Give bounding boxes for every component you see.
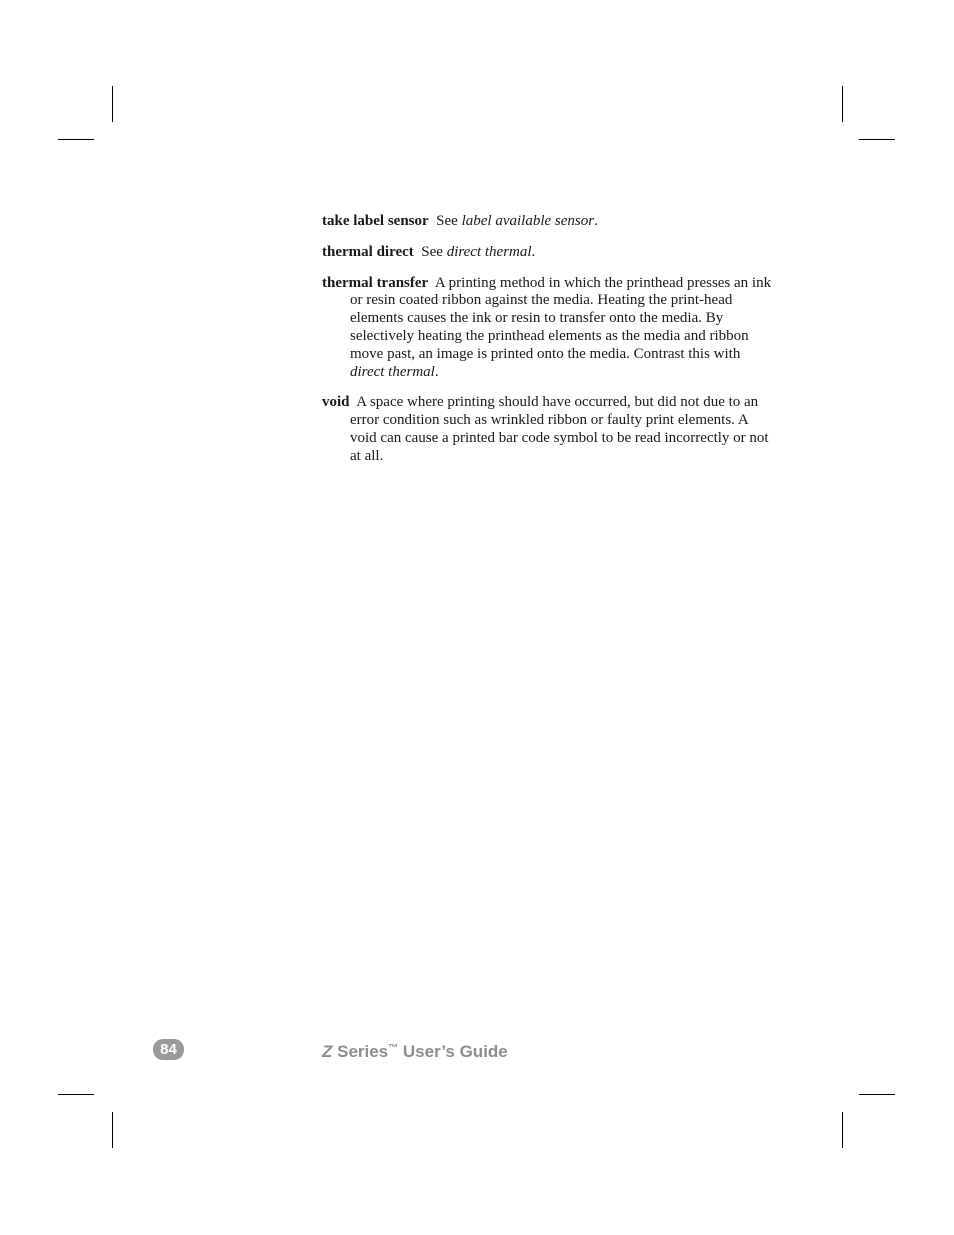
- crop-mark-bottom-left-vertical: [112, 1112, 113, 1148]
- glossary-end: .: [531, 243, 536, 260]
- glossary-end: .: [594, 213, 598, 229]
- crop-mark-top-right-vertical: [842, 86, 843, 122]
- glossary-term: thermal direct: [322, 243, 414, 260]
- glossary-term: take label sensor: [322, 213, 429, 229]
- glossary-entry-thermal-transfer: [322, 275, 772, 382]
- glossary-term: thermal transfer: [322, 274, 429, 291]
- glossary-end: .: [434, 363, 439, 380]
- glossary-reference: direct thermal: [446, 243, 532, 260]
- glossary-list: [322, 213, 772, 479]
- footer-title-z: Z: [322, 1042, 333, 1061]
- footer-title-series: Series: [332, 1042, 389, 1061]
- crop-mark-bottom-left-horizontal: [58, 1094, 94, 1095]
- glossary-term: void: [322, 394, 350, 411]
- crop-mark-bottom-right-vertical: [842, 1112, 843, 1148]
- footer-guide-title: [322, 1037, 508, 1064]
- glossary-definition: See: [436, 213, 462, 229]
- glossary-definition: A space where printing should have occurred, but did not due to an error condition such as wrinkled ribbon or faulty print elements. A void can cause a printed bar code symbol to be read incorrectly or not at all.: [350, 394, 769, 464]
- glossary-reference: label available sensor: [461, 213, 595, 229]
- footer-title-rest: User’s Guide: [398, 1042, 508, 1061]
- page-number-badge: 84: [153, 1039, 184, 1060]
- footer-title-trademark: ™: [388, 1043, 399, 1054]
- glossary-entry-void: [322, 394, 772, 465]
- crop-mark-top-left-vertical: [112, 86, 113, 122]
- glossary-definition: See: [421, 243, 447, 260]
- glossary-entry-thermal-direct: [322, 244, 772, 262]
- glossary-definition: A printing method in which the printhead presses an ink or resin coated ribbon against the media. Heating the print-head elements causes the ink or resin to transfer onto the media. By selectively heating the printhead elements as the media and ribbon move past, an image is printed onto the media. Contrast this with: [350, 274, 772, 362]
- crop-mark-top-left-horizontal: [58, 139, 94, 140]
- glossary-entry-take-label-sensor: [322, 213, 772, 231]
- crop-mark-bottom-right-horizontal: [859, 1094, 895, 1095]
- glossary-reference: direct thermal: [350, 363, 435, 380]
- crop-mark-top-right-horizontal: [859, 139, 895, 140]
